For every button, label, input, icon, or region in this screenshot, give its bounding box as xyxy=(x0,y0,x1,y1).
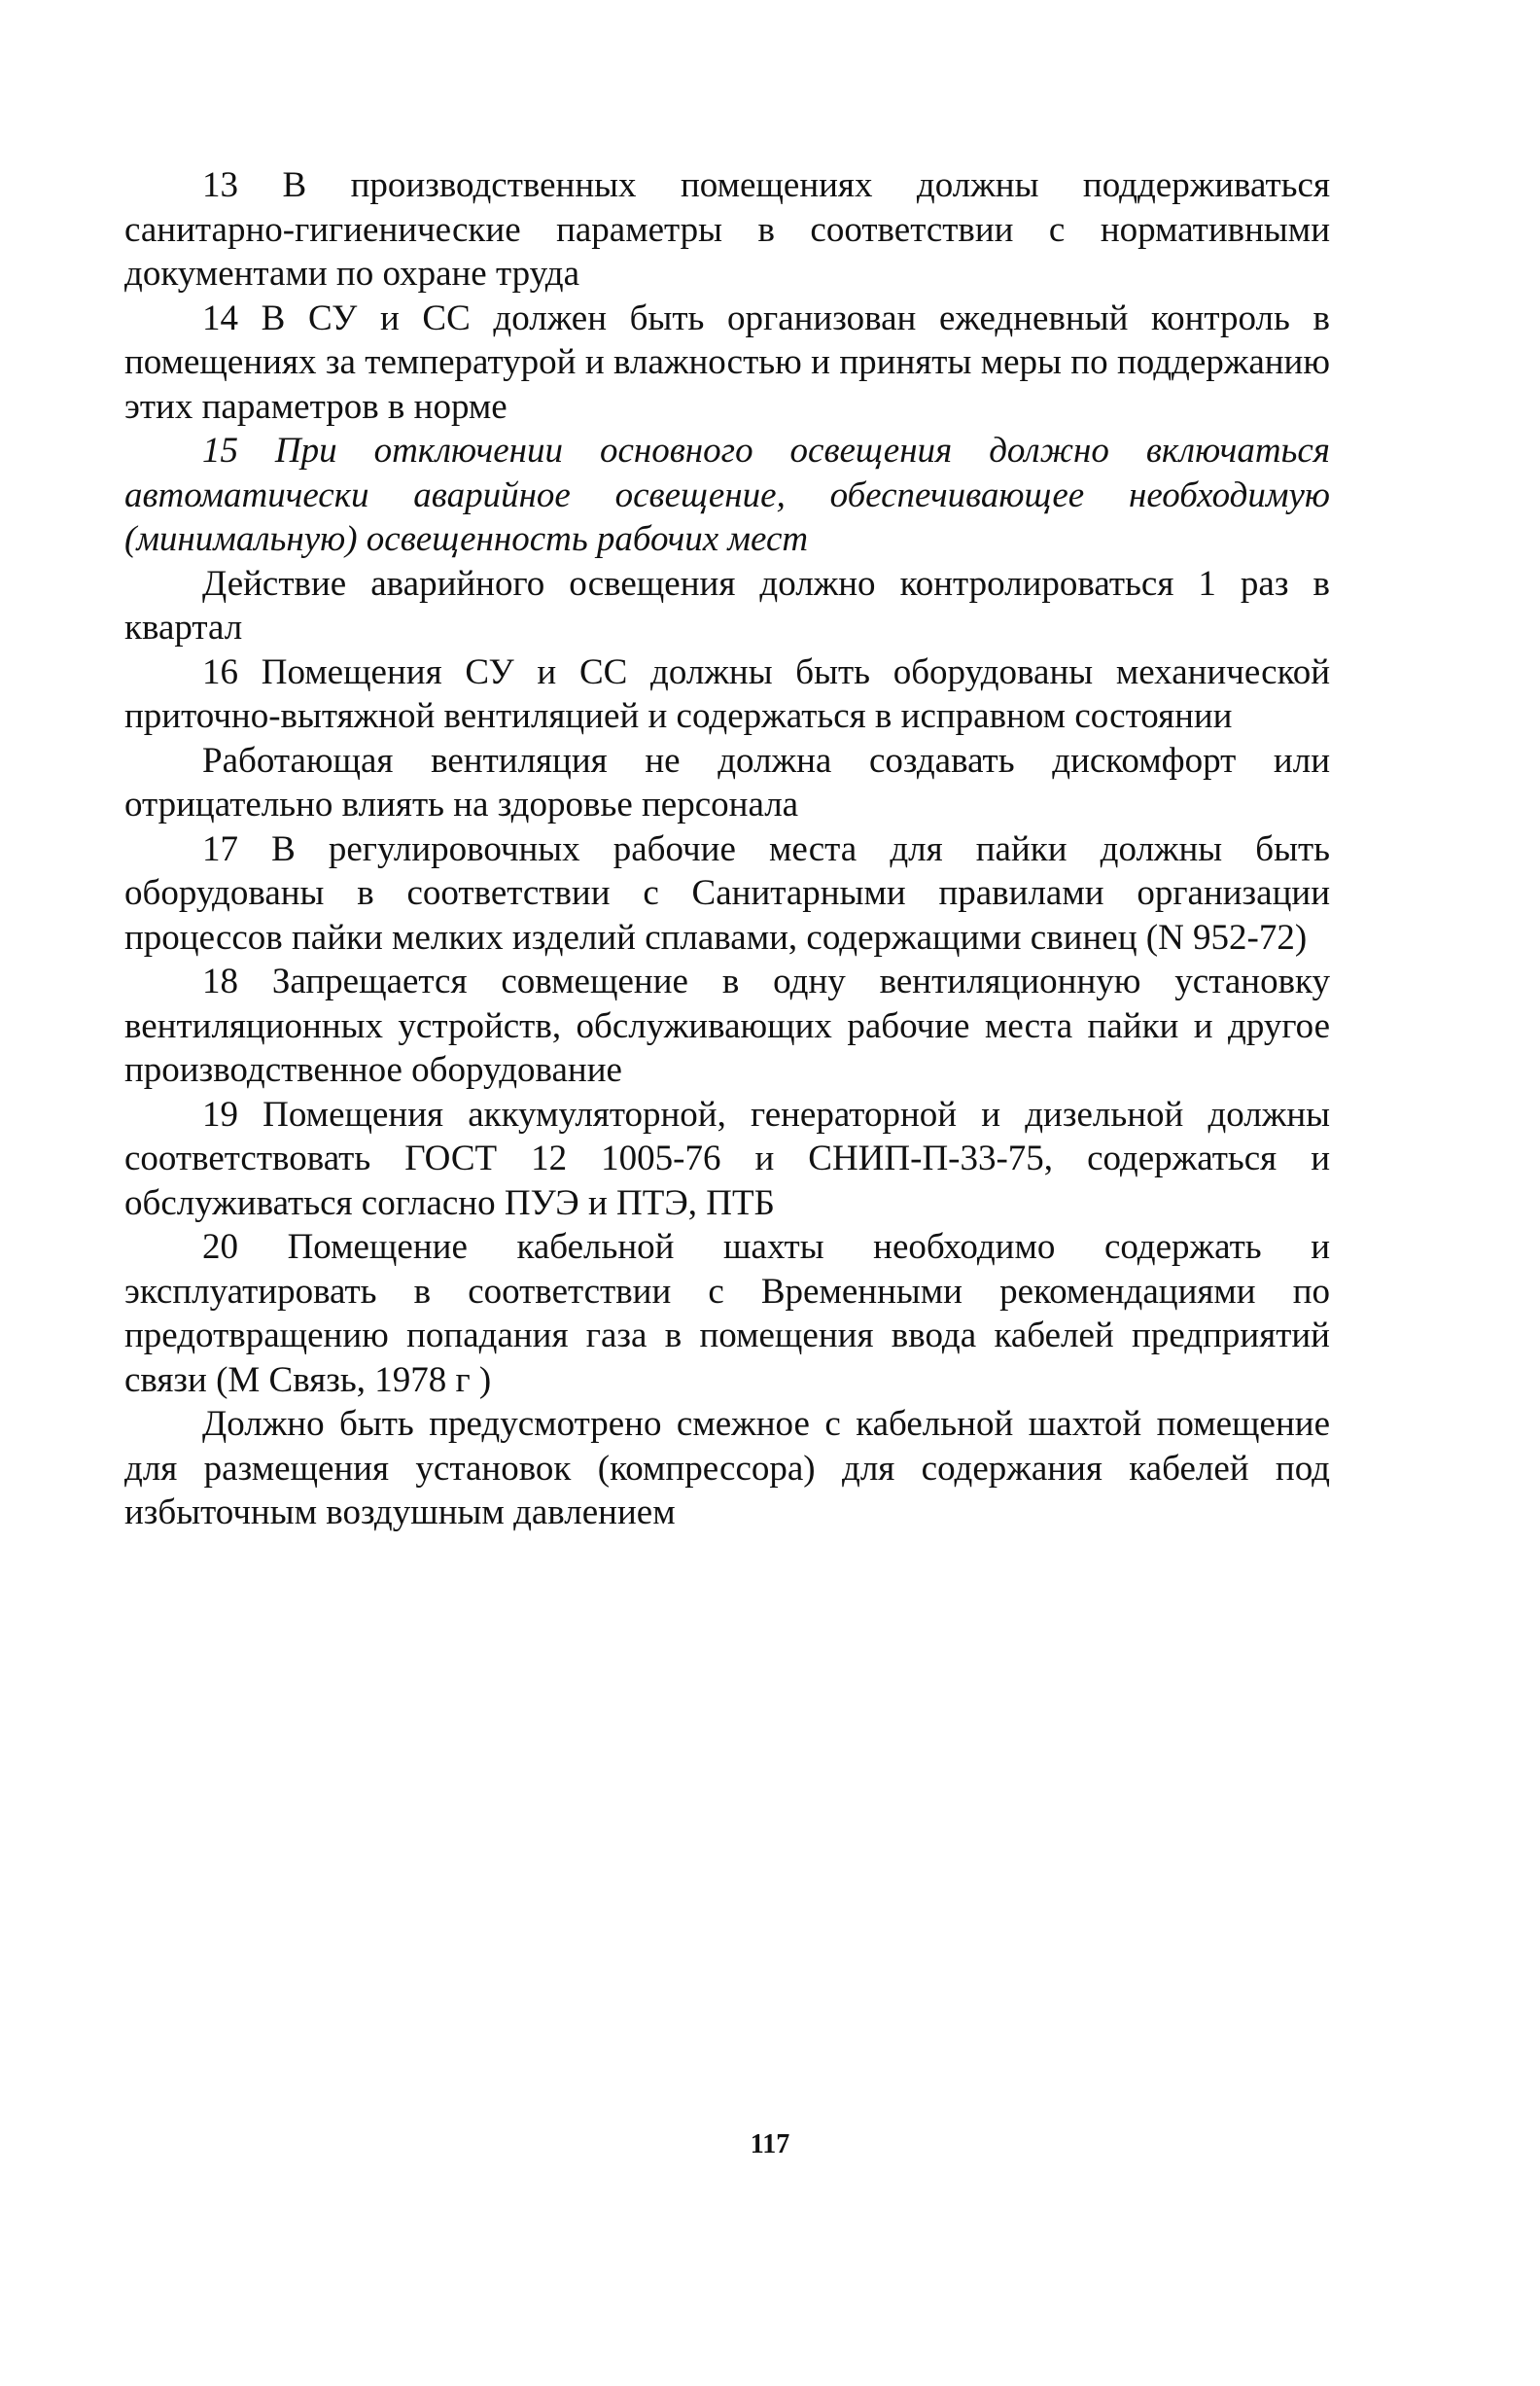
paragraph-20: 20 Помещение кабельной шахты необходимо содержать и эксплуатировать в соответствии с Временными рекомендациями по предотвращению попадания газа в помещения ввода кабелей предприятий связи (М Связь, 1978 г ) xyxy=(124,1227,1330,1400)
paragraph-16: 16 Помещения СУ и СС должны быть оборудованы механической приточно-вытяжной вентиляцией и содержаться в исправном состоянии xyxy=(124,651,1330,736)
paragraph-13: 13 В производственных помещениях должны поддерживаться санитарно-гигиенические параметры в соответствии с нормативными документами по охране труда xyxy=(124,165,1330,294)
paragraph-16-note: Работающая вентиляция не должна создавать дискомфорт или отрицательно влиять на здоровье персонала xyxy=(124,740,1330,825)
paragraph-18: 18 Запрещается совмещение в одну вентиляционную установку вентиляционных устройств, обслуживающих рабочие места пайки и другое производственное оборудование xyxy=(124,962,1330,1090)
paragraph-17: 17 В регулировочных рабочие места для пайки должны быть оборудованы в соответствии с Санитарными правилами организации процессов пайки мелких изделий сплавами, содержащими свинец (N 952-72) xyxy=(124,828,1330,958)
paragraph-20-note: Должно быть предусмотрено смежное с кабельной шахтой помещение для размещения установок (компрессора) для содержания кабелей под избыточным воздушным давлением xyxy=(124,1404,1330,1532)
page-number: 117 xyxy=(750,2129,790,2159)
paragraph-14: 14 В СУ и СС должен быть организован ежедневный контроль в помещениях за температурой и влажностью и приняты меры по поддержанию этих параметров в норме xyxy=(124,298,1330,427)
paragraph-19: 19 Помещения аккумуляторной, генераторной и дизельной должны соответствовать ГОСТ 12 1005-76 и СНИП-П-33-75, содержаться и обслуживаться согласно ПУЭ и ПТЭ, ПТБ xyxy=(124,1094,1330,1223)
body-text xyxy=(124,163,1330,1535)
paragraph-15-note: Действие аварийного освещения должно контролироваться 1 раз в квартал xyxy=(124,563,1330,648)
paragraph-15: 15 При отключении основного освещения должно включаться автоматически аварийное освещение, обеспечивающее необходимую (минимальную) освещенность рабочих мест xyxy=(124,431,1330,559)
